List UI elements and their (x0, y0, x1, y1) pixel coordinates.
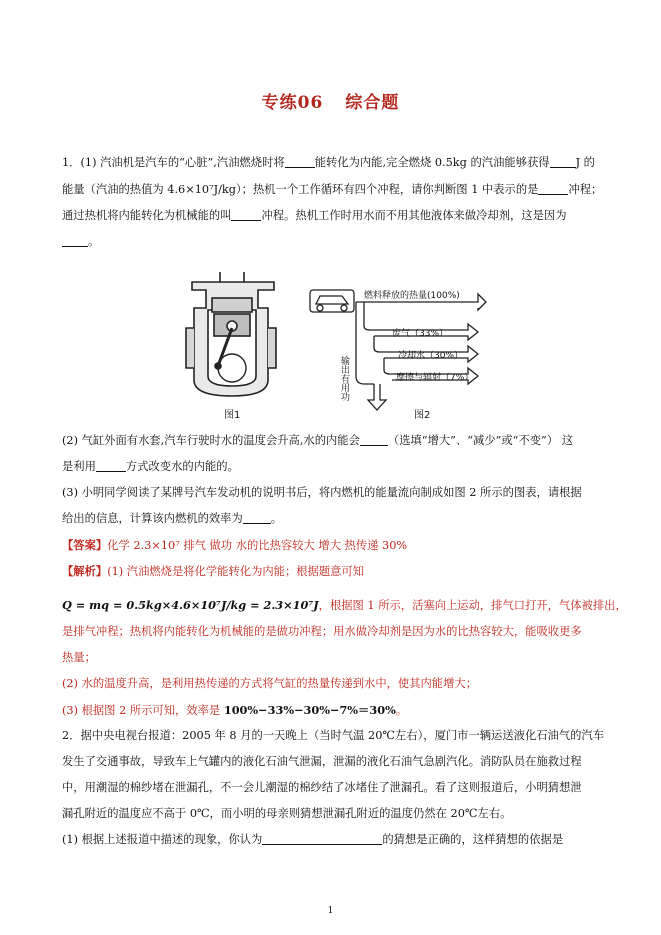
page-number: 1 (327, 906, 334, 916)
figure-engine-diagrams (178, 268, 498, 426)
q1-2-line-1: (2) 气缸外面有水套,汽车行驶时水的温度会升高,水的内能会 （选填“增大”、“减少”或“不变”） 这 (62, 434, 574, 447)
analysis-line-4: 热量； (62, 651, 96, 664)
q1-line-2: 能量（汽油的热值为 4.6×10⁷J/kg）；热机一个工作循环有四个冲程，请你判断图 1 中表示的是 冲程； (62, 183, 603, 196)
output-label: 输出有用功 (339, 356, 349, 401)
fuel-heat-label: 燃料释放的热量(100%) (364, 291, 460, 301)
analysis-line-6: (3) 根据图 2 所示可知，效率是 100%−33%−30%−7%＝30%。 (62, 703, 408, 717)
blank-6[interactable] (360, 433, 388, 446)
blank-4[interactable] (231, 208, 261, 221)
equation: Q = mq = 0.5kg×4.6×10⁷J/kg = 2.3×10⁷J (62, 598, 319, 612)
blank-7[interactable] (96, 459, 126, 472)
blank-1[interactable] (285, 155, 315, 168)
exhaust-label: 废气（33%） (392, 329, 449, 339)
fig1-label: 图1 (224, 410, 241, 421)
answer-line: 【答案】化学 2.3×10⁷ 排气 做功 水的比热容较大 增大 热传递 30% (62, 538, 408, 552)
title-topic: 综合题 (345, 93, 400, 113)
page-title (0, 88, 661, 113)
blank-3[interactable] (538, 182, 568, 195)
blank-2[interactable] (550, 155, 576, 168)
q2-line-4: 漏孔附近的温度应不高于 0℃，而小明的母亲则猜想泄漏孔附近的温度仍然在 20℃左右。 (62, 807, 512, 820)
q2-line-2: 发生了交通事故，导致车上气罐内的液化石油气泄漏，泄漏的液化石油气急剧汽化。消防队员在施救过程 (62, 755, 582, 768)
q1-3-line-1: (3) 小明同学阅读了某牌号汽车发动机的说明书后，将内燃机的能量流向制成如图 2 所示的图表，请根据 (62, 486, 582, 499)
energy-flow-diagram (310, 290, 486, 410)
figure-svg (178, 268, 498, 426)
q1-2-line-2: 是利用 方式改变水的内能的。 (62, 460, 239, 473)
blank-9[interactable] (262, 832, 382, 845)
analysis-line-1: 【解析】(1) 汽油燃烧是将化学能转化为内能；根据题意可知 (62, 564, 365, 578)
efficiency-equation: 100%−33%−30%−7%＝30% (223, 703, 396, 717)
title-number: 06 (297, 93, 324, 113)
q1-line-3: 通过热机将内能转化为机械能的叫 冲程。热机工作时用水而不用其他液体来做冷却剂，这是因为 (62, 209, 567, 222)
engine-cylinder-diagram (186, 272, 276, 396)
q2-line-5: (1) 根据上述报道中描述的现象，你认为 的猜想是正确的，这样猜想的依据是 (62, 833, 564, 846)
analysis-line-5: (2) 水的温度升高，是利用热传递的方式将气缸的热量传递到水中，使其内能增大； (62, 677, 477, 690)
blank-8[interactable] (243, 511, 271, 524)
cooling-label: 冷却水（30%） (398, 351, 464, 361)
friction-label: 摩擦与辐射（7%） (396, 373, 474, 383)
analysis-line-2: Q = mq = 0.5kg×4.6×10⁷J/kg = 2.3×10⁷J，根据图 1 所示，活塞向上运动，排气口打开，气体被排出， (62, 598, 627, 612)
blank-5[interactable] (62, 234, 88, 247)
q1-3-line-2: 给出的信息，计算该内燃机的效率为 。 (62, 512, 283, 525)
fig2-label: 图2 (414, 410, 431, 421)
q2-line-1: 2．据中央电视台报道：2005 年 8 月的一天晚上（当时气温 20℃左右），厦门市一辆运送液化石油气的汽车 (62, 729, 605, 742)
analysis-line-3: 是排气冲程；热机将内能转化为机械能的是做功冲程；用水做冷却剂是因为水的比热容较大，能吸收更多 (62, 625, 582, 638)
q1-line-4: 。 (62, 234, 607, 250)
q2-line-3: 中，用潮湿的棉纱堵在泄漏孔，不一会儿潮湿的棉纱结了冰堵住了泄漏孔。看了这则报道后，小明猜想泄 (62, 781, 582, 794)
title-prefix: 专练 (261, 93, 298, 113)
q1-line-1: 1．(1) 汽油机是汽车的“心脏”,汽油燃烧时将 能转化为内能,完全燃烧 0.5kg 的汽油能够获得 J 的 (62, 156, 595, 169)
